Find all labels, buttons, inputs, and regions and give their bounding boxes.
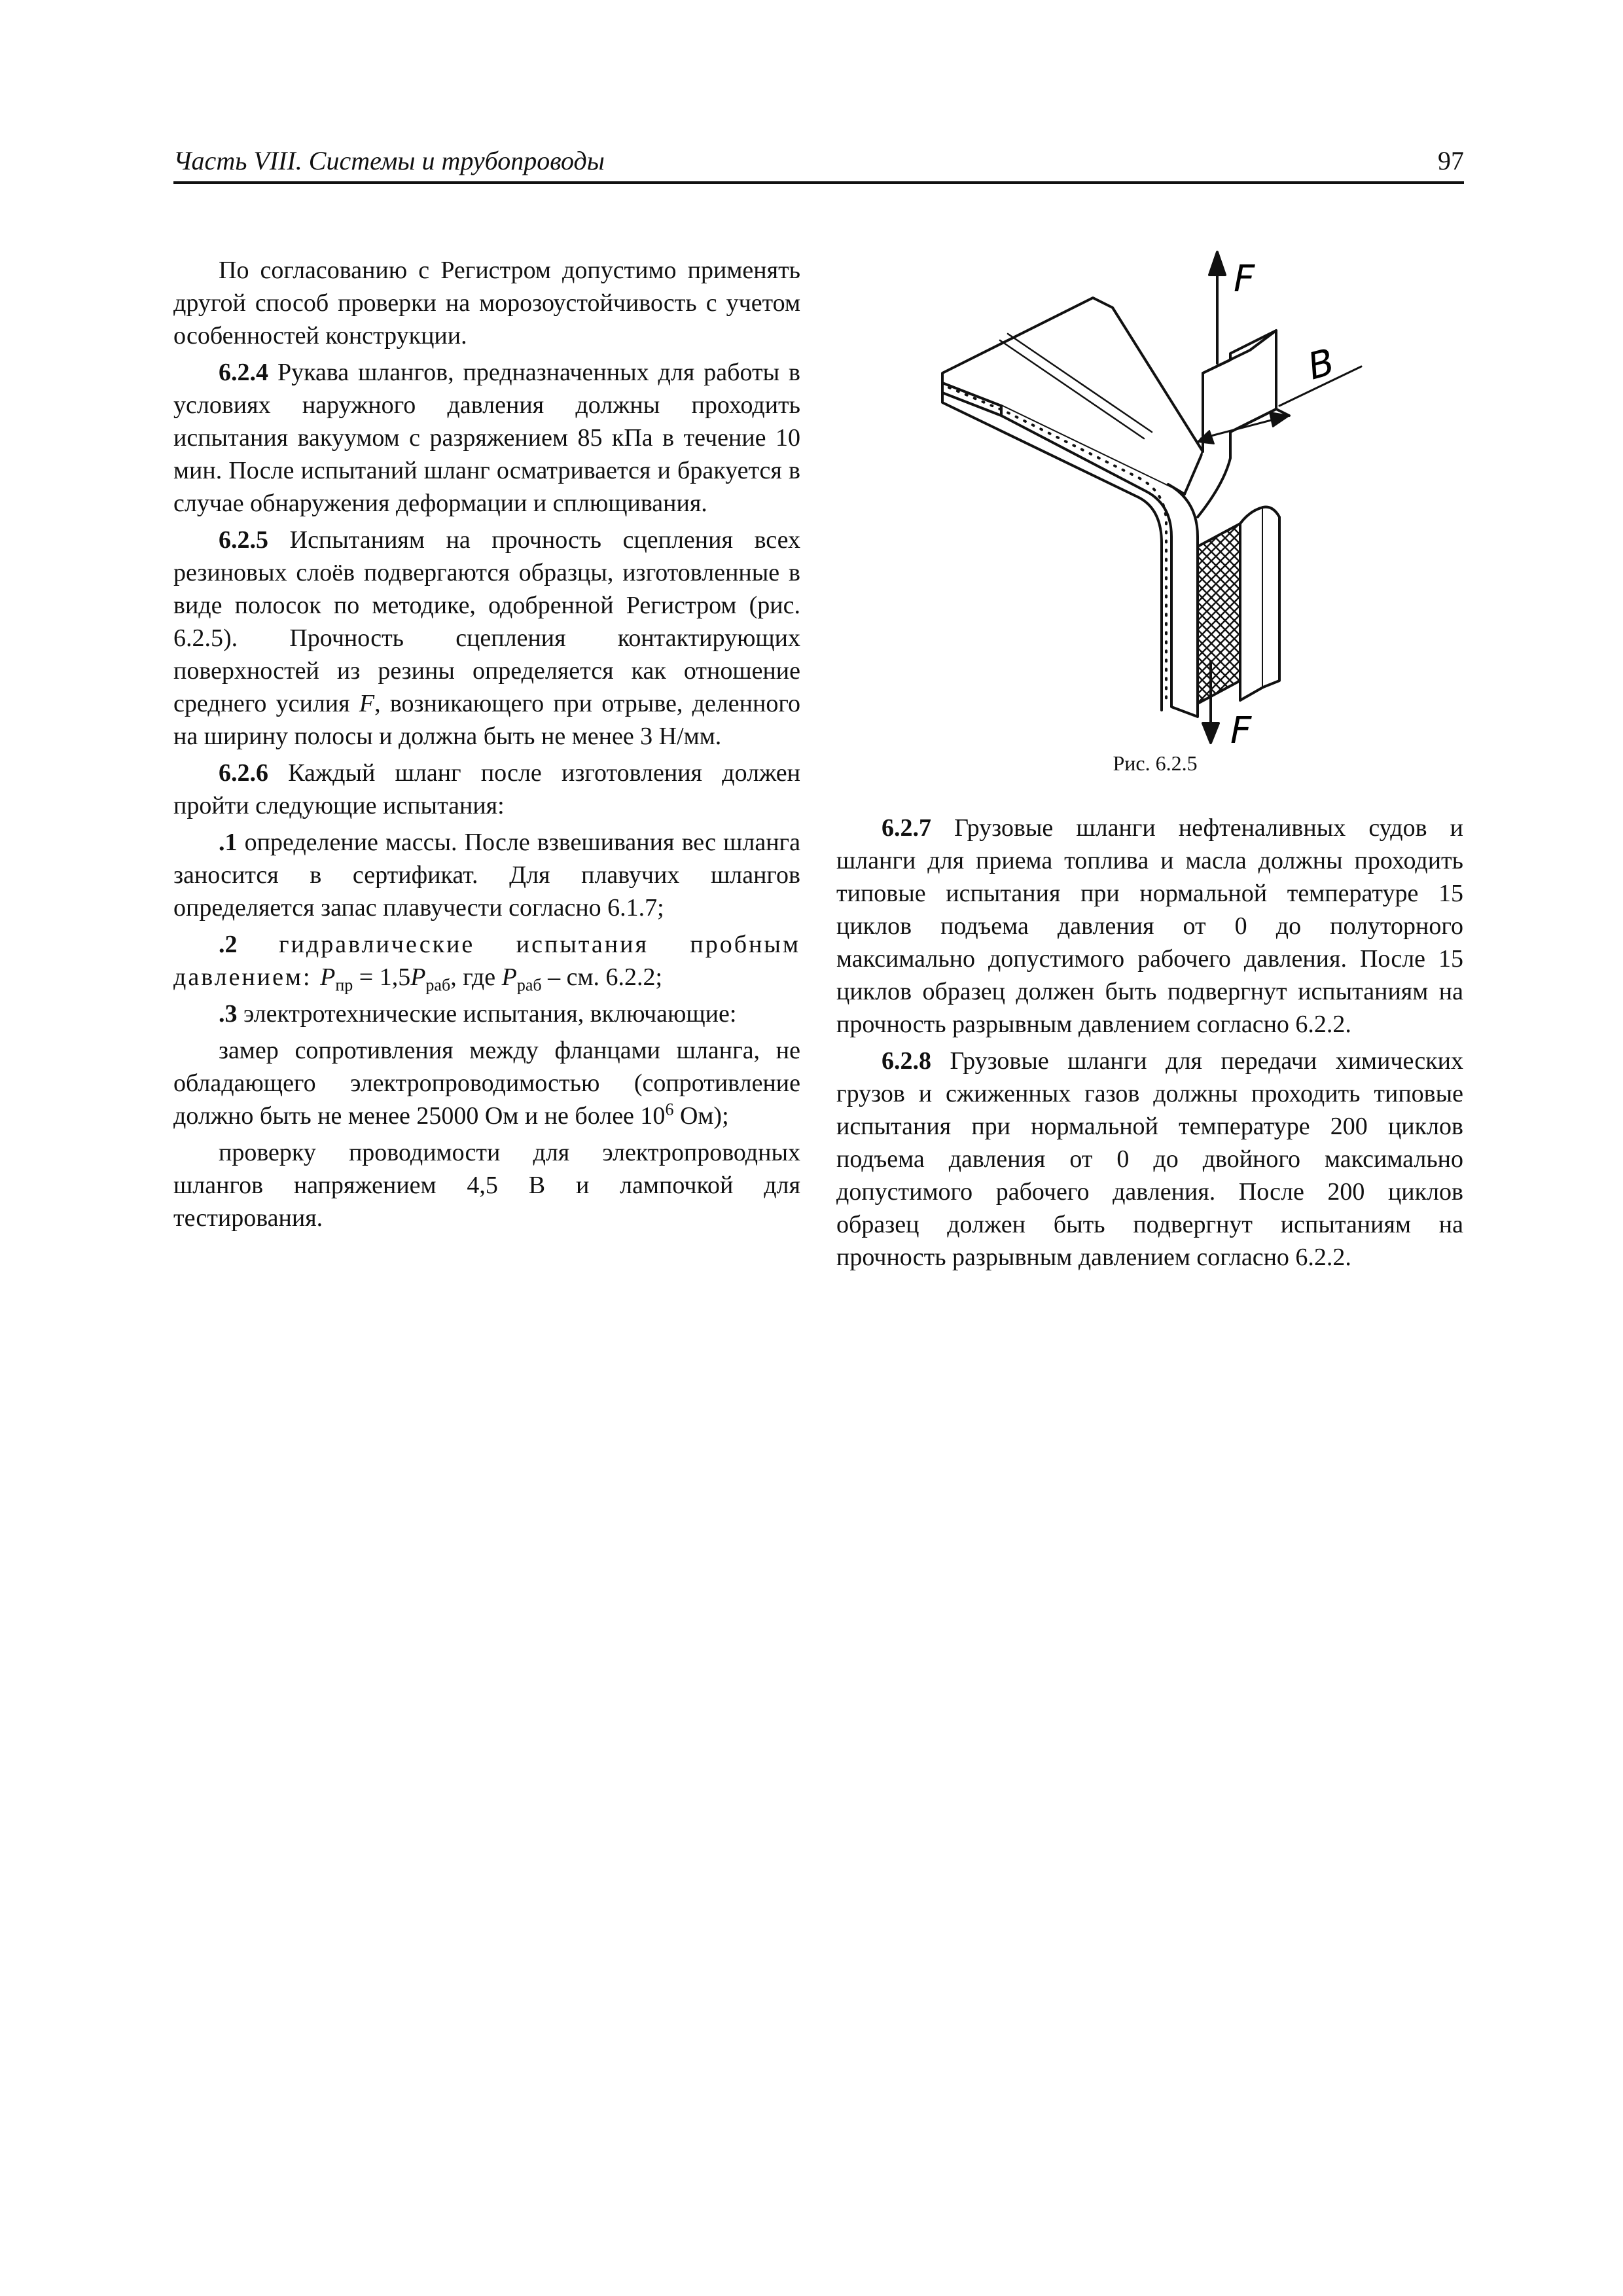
clause-number: 6.2.7 [882,814,931,842]
label-F-top: F [1234,258,1255,300]
right-column [836,812,1463,1274]
label-B: B [1303,340,1339,389]
paragraph-6-2-7: 6.2.7 Грузовые шланги нефтеналивных судов и шланги для приема топлива и масла должны проходить типовые испытания при нормальной температуре 15 циклов подъема давления от 0 до полуторного максимально допустимого рабочего давления. После 15 циклов образец должен быть подвергнут испытаниям на прочность разрывным давлением согласно 6.2.2. [836,814,1463,1038]
clause-number: 6.2.5 [219,526,268,554]
paragraph-6-2-4: 6.2.4 Рукава шлангов, предназначенных для работы в условиях наружного давления должны проходить испытания вакуумом с разряжением 85 кПа в течение 10 мин. После испытаний шланг осматривается и бракуется в случае обнаружения деформации и сплющивания. [173,359,800,517]
running-title: Часть VIII. Системы и трубопроводы [173,146,605,175]
clause-number: 6.2.8 [882,1047,931,1075]
clause-number: 6.2.6 [219,759,268,787]
paragraph-6-2-8: 6.2.8 Грузовые шланги для передачи химических грузов и сжиженных газов должны проходить типовые испытания при нормальной температуре 200 циклов подъема давления от 0 до двойного максимально допустимого рабочего давления. После 200 циклов образец должен быть подвергнут испытаниям на прочность разрывным давлением согласно 6.2.2. [836,1047,1463,1271]
left-column [173,254,800,1234]
paragraph-6-2-6: 6.2.6 Каждый шланг после изготовления должен пройти следующие испытания: [173,759,800,819]
page-number: 97 [1438,146,1464,175]
figure-caption: Рис. 6.2.5 [1113,751,1198,775]
item-3: .3 электротехнические испытания, включающие: [219,1000,737,1028]
conductivity-check: проверку проводимости для электропроводных шлангов напряжением 4,5 В и лампочкой для тестирования. [173,1139,800,1232]
resistance-measurement: замер сопротивления между фланцами шланга, не обладающего электропроводимостью (сопротивление должно быть не менее 25000 Ом и не более $10^6$ Ом); [173,1037,800,1130]
paragraph-6-2-5: 6.2.5 Испытаниям на прочность сцепления всех резиновых слоёв подвергаются образцы, изготовленные в виде полосок по методике, одобренной Регистром (рис. 6.2.5). Прочность сцепления контактирующих поверхностей из резины определяется как отношение среднего усилия F, возникающего при отрыве, деленного на ширину полосы и должна быть не менее 3 Н/мм. [173,526,800,750]
paragraph-frost-test: По согласованию с Регистром допустимо применять другой способ проверки на морозоустойчивость с учетом особенностей конструкции. [173,257,800,350]
grip-tab [1198,331,1276,517]
clause-number: 6.2.4 [219,359,268,386]
right-strip [1240,507,1263,700]
item-2: .2 гидравлические испытания пробным давлением: $P_{пр} = 1,5P_{раб}$, где $P_{раб}$ – см. 6.2.2; [173,931,800,995]
rubber-layer [1198,524,1240,704]
page-header [173,141,1464,184]
label-F-bottom: F [1230,709,1252,746]
item-1: .1 определение массы. После взвешивания вес шланга заносится в сертификат. Для плавучих шлангов определяется запас плавучести согласно 6.1.7; [173,829,800,922]
figure-6-2-5-drawing [923,236,1394,746]
